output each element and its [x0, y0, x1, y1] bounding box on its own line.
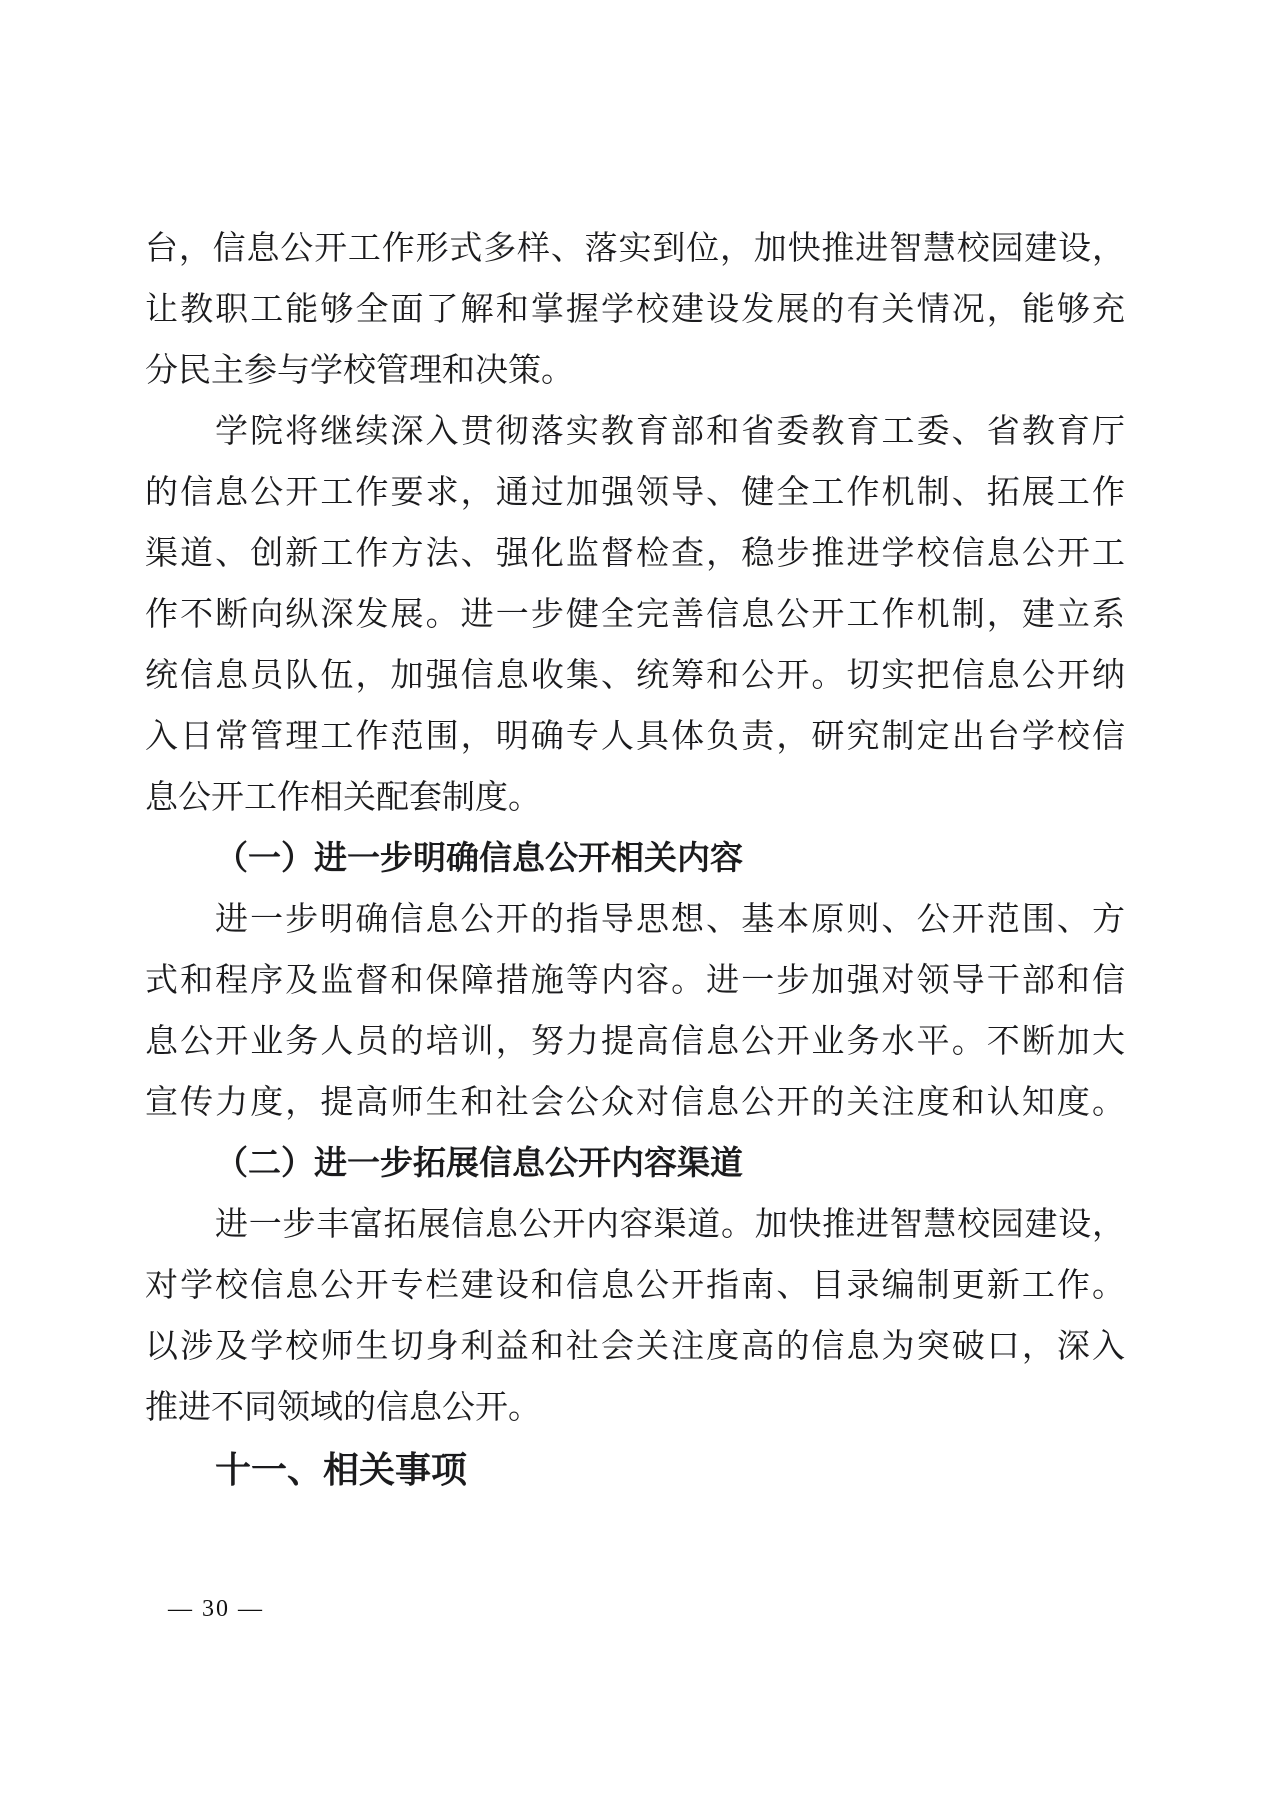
document-line: 让教职工能够全面了解和掌握学校建设发展的有关情况，能够充 [145, 292, 1125, 328]
document-line: 分民主参与学校管理和决策。 [145, 353, 574, 389]
document-line: 进一步丰富拓展信息公开内容渠道。加快推进智慧校园建设， [215, 1207, 1125, 1243]
document-line: 息公开工作相关配套制度。 [145, 780, 541, 816]
document-line: 以涉及学校师生切身利益和社会关注度高的信息为突破口，深入 [145, 1329, 1125, 1365]
document-line: 式和程序及监督和保障措施等内容。进一步加强对领导干部和信 [145, 963, 1125, 999]
document-body [145, 219, 1125, 1500]
section-heading: 十一、相关事项 [215, 1449, 468, 1490]
document-line: 宣传力度，提高师生和社会公众对信息公开的关注度和认知度。 [145, 1085, 1125, 1121]
document-line: 推进不同领域的信息公开。 [145, 1390, 541, 1426]
document-line: 统信息员队伍，加强信息收集、统筹和公开。切实把信息公开纳 [145, 658, 1125, 694]
page-number: — 30 — [168, 1596, 264, 1622]
document-line: 的信息公开工作要求，通过加强领导、健全工作机制、拓展工作 [145, 475, 1125, 511]
document-line: 对学校信息公开专栏建设和信息公开指南、目录编制更新工作。 [145, 1268, 1125, 1304]
subsection-heading-1: （一）进一步明确信息公开相关内容 [215, 841, 743, 877]
document-line: 进一步明确信息公开的指导思想、基本原则、公开范围、方 [215, 902, 1125, 938]
document-line: 入日常管理工作范围，明确专人具体负责，研究制定出台学校信 [145, 719, 1125, 755]
document-line: 台，信息公开工作形式多样、落实到位，加快推进智慧校园建设， [145, 231, 1125, 267]
document-line: 学院将继续深入贯彻落实教育部和省委教育工委、省教育厅 [215, 414, 1125, 450]
document-line: 息公开业务人员的培训，努力提高信息公开业务水平。不断加大 [145, 1024, 1125, 1060]
subsection-heading-2: （二）进一步拓展信息公开内容渠道 [215, 1146, 743, 1182]
document-line: 作不断向纵深发展。进一步健全完善信息公开工作机制，建立系 [145, 597, 1125, 633]
document-line: 渠道、创新工作方法、强化监督检查，稳步推进学校信息公开工 [145, 536, 1125, 572]
